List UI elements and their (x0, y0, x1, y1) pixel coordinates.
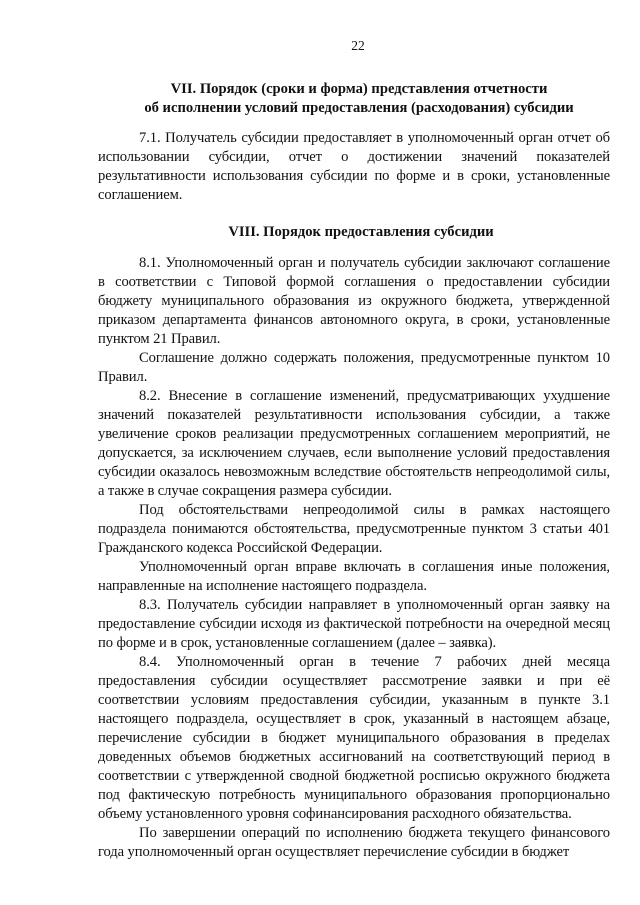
paragraph-force-majeure: Под обстоятельствами непреодолимой силы в рамках настоящего подраздела понимаются обстоятельства, предусмотренные пунктом 3 статьи 401 Гражданского кодекса Российской Федерации. (98, 502, 610, 556)
paragraph-8-3: 8.3. Получатель субсидии направляет в уполномоченный орган заявку на предоставление субсидии исходя из фактической потребности на очередной месяц по форме и в срок, установленные соглашением (далее – заявка). (98, 597, 610, 651)
paragraph-year-end: По завершении операций по исполнению бюджета текущего финансового года уполномоченный орган осуществляет перечисление субсидии в бюджет (98, 825, 610, 860)
section-7-heading (98, 80, 610, 118)
paragraph-other-provisions: Уполномоченный орган вправе включать в соглашения иные положения, направленные на исполнение настоящего подраздела. (98, 559, 610, 594)
paragraph-8-4: 8.4. Уполномоченный орган в течение 7 рабочих дней месяца предоставления субсидии осуществляет рассмотрение заявки и при её соответствии условиям предоставления субсидии, указанным в пункте 3.1 настоящего подраздела, осуществляет в срок, указанный в настоящем абзаце, перечисление субсидии в бюджет муниципального образования в пределах доведенных объемов бюджетных ассигнований на соответствующий период в соответствии с утвержденной сводной бюджетной росписью окружного бюджета под фактическую потребность муниципального образования пропорционально объему установленного уровня софинансирования расходного обязательства. (98, 654, 610, 822)
paragraph-agreement-provisions: Соглашение должно содержать положения, предусмотренные пунктом 10 Правил. (98, 350, 610, 385)
section-7-heading-line-2: об исполнении условий предоставления (расходования) субсидии (144, 100, 574, 116)
paragraph-8-2: 8.2. Внесение в соглашение изменений, предусматривающих ухудшение значений показателей результативности использования субсидии, а также увеличение сроков реализации предусмотренных соглашением мероприятий, не допускается, за исключением случаев, если выполнение условий предоставления субсидии оказалось невозможным вследствие обстоятельств непреодолимой силы, а также в случае сокращения размера субсидии. (98, 388, 610, 499)
paragraph-8-1: 8.1. Уполномоченный орган и получатель субсидии заключают соглашение в соответствии с Типовой формой соглашения о предоставлении субсидии бюджету муниципального образования из окружного бюджета, утвержденной приказом департамента финансов автономного округа, в сроки, установленные пунктом 21 Правил. (98, 255, 610, 347)
page-number: 22 (351, 38, 365, 53)
section-7-heading-line-1: VII. Порядок (сроки и форма) представления отчетности (170, 81, 548, 97)
section-8-heading: VIII. Порядок предоставления субсидии (228, 224, 494, 240)
paragraph-7-1: 7.1. Получатель субсидии предоставляет в уполномоченный орган отчет об использовании субсидии, отчет о достижении значений показателей результативности использования субсидии по форме и в сроки, установленные соглашением. (98, 130, 610, 203)
